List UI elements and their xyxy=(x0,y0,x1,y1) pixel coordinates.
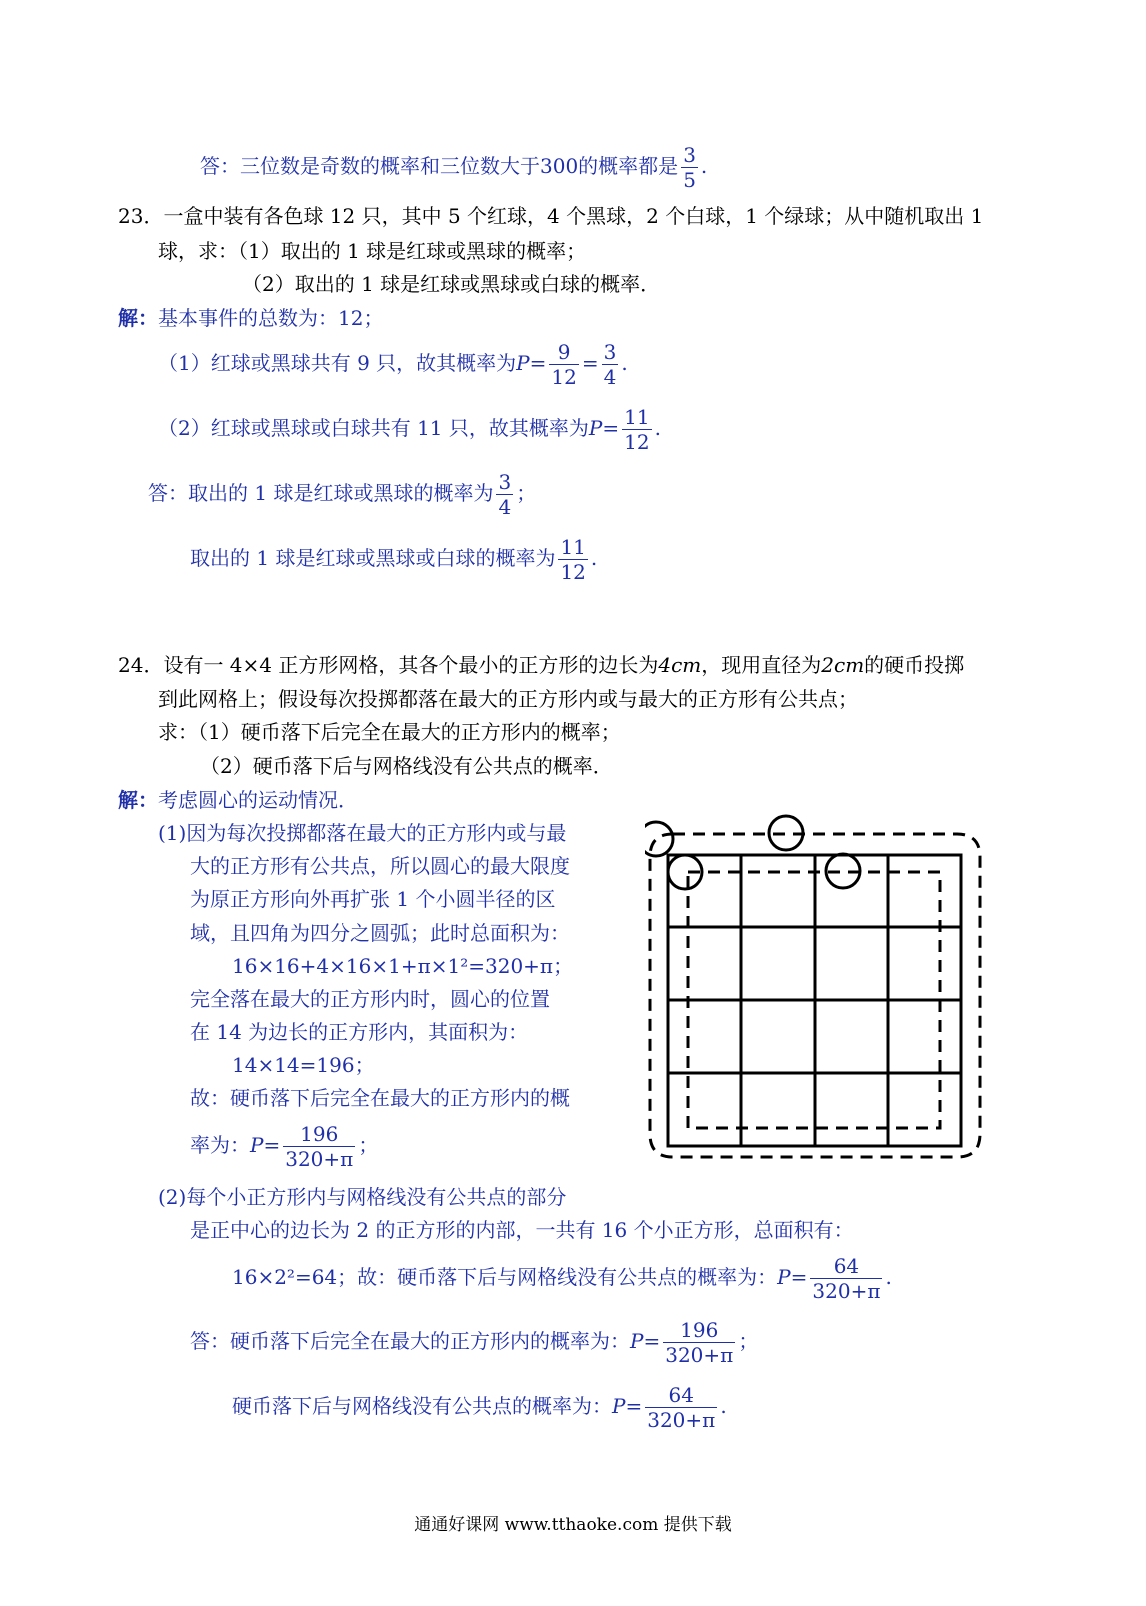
grid-figure xyxy=(645,812,990,1172)
q24-p2-line1: (2)每个小正方形内与网格线没有公共点的部分 xyxy=(158,1185,567,1209)
q23-answer-2: 取出的 1 球是红球或黑球或白球的概率为 $\frac{11}{12}$ . xyxy=(190,535,598,584)
fraction: $\frac{3}{4}$ xyxy=(603,340,617,389)
fraction: $\frac{196}{320+\pi}$ xyxy=(285,1122,354,1171)
q24-number: 24． xyxy=(118,653,164,677)
prev-answer-text: 答：三位数是奇数的概率和三位数大于300的概率都是 xyxy=(200,154,679,178)
fraction: $\frac{9}{12}$ xyxy=(551,340,577,389)
coin-circle xyxy=(645,822,673,856)
fraction: $\frac{11}{12}$ xyxy=(624,405,650,454)
q23-line3: （2）取出的 1 球是红球或黑球或白球的概率． xyxy=(242,272,661,296)
q24-p2-line2: 是正中心的边长为 2 的正方形的内部，一共有 16 个小正方形，总面积有： xyxy=(190,1218,854,1242)
coin-circles xyxy=(645,816,860,889)
fraction: $\frac{3}{4}$ xyxy=(498,470,512,519)
q24-answer-2: 硬币落下后与网格线没有公共点的概率为：P= $\frac{64}{320+\pi}$ . xyxy=(232,1383,727,1432)
fraction: $\frac{196}{320+\pi}$ xyxy=(665,1318,734,1367)
q24-line3: 求：（1）硬币落下后完全在最大的正方形内的概率； xyxy=(158,720,621,744)
q24-line2: 到此网格上；假设每次投掷都落在最大的正方形内或与最大的正方形有公共点； xyxy=(158,687,858,711)
q24-p1-line7: 在 14 为边长的正方形内，其面积为： xyxy=(190,1020,529,1044)
q24-p1-line4: 域，且四角为四分之圆弧；此时总面积为： xyxy=(190,921,570,945)
footer: 通通好课网 www.tthaoke.com 提供下载 xyxy=(414,1515,732,1535)
q23-answer-1: 答：取出的 1 球是红球或黑球的概率为 $\frac{3}{4}$ ； xyxy=(148,470,537,519)
grid-lines xyxy=(668,855,961,1146)
q23-line2: 球，求：（1）取出的 1 球是红球或黑球的概率； xyxy=(158,239,587,263)
q24-p1-line6: 完全落在最大的正方形内时，圆心的位置 xyxy=(190,987,550,1011)
q24-p2-line3: 16×2²=64；故：硬币落下后与网格线没有公共点的概率为：P= $\frac{64}{320+\pi}$ . xyxy=(232,1254,892,1303)
q24-line4: （2）硬币落下后与网格线没有公共点的概率． xyxy=(200,754,613,778)
q24-p1-rate: 率为：P= $\frac{196}{320+\pi}$ ； xyxy=(190,1122,379,1171)
q24-solution-intro: 解：考虑圆心的运动情况． xyxy=(118,788,358,812)
q24-p1-line2: 大的正方形有公共点，所以圆心的最大限度 xyxy=(190,854,570,878)
fraction: $\frac{64}{320+\pi}$ xyxy=(647,1383,716,1432)
q24-p1-line1: (1)因为每次投掷都落在最大的正方形内或与最 xyxy=(158,821,567,845)
q23-solution-intro: 解：基本事件的总数为：12； xyxy=(118,306,384,330)
fraction: $\frac{11}{12}$ xyxy=(560,535,586,584)
q24-line1: 24．设有一 4×4 正方形网格，其各个最小的正方形的边长为4cm，现用直径为2cm的硬币投掷 xyxy=(118,653,965,677)
fraction: $\frac{3}{5}$ xyxy=(683,143,696,192)
solution-label: 解： xyxy=(118,788,158,812)
q23-solution-1: （1）红球或黑球共有 9 只，故其概率为P= $\frac{9}{12}$ = $\frac{3}{4}$ . xyxy=(158,340,628,389)
q23-solution-2: （2）红球或黑球或白球共有 11 只，故其概率为P= $\frac{11}{12}$ . xyxy=(158,405,661,454)
q24-p1-line9: 故：硬币落下后完全在最大的正方形内的概 xyxy=(190,1086,570,1110)
q24-answer-1: 答：硬币落下后完全在最大的正方形内的概率为：P= $\frac{196}{320+\pi}$ ； xyxy=(190,1318,759,1367)
prev-answer: 答：三位数是奇数的概率和三位数大于300的概率都是 $\frac{3}{5}$ . xyxy=(200,143,708,192)
q23-number: 23． xyxy=(118,204,164,228)
q23-line1: 23．一盒中装有各色球 12 只，其中 5 个红球，4 个黑球，2 个白球，1 个绿球；从中随机取出 1 xyxy=(118,204,984,228)
solution-label: 解： xyxy=(118,306,158,330)
q24-p1-line3: 为原正方形向外再扩张 1 个小圆半径的区 xyxy=(190,887,556,911)
fraction: $\frac{64}{320+\pi}$ xyxy=(812,1254,881,1303)
q24-p1-line5: 16×16+4×16×1+π×1²=320+π； xyxy=(232,954,574,978)
q24-p1-line8: 14×14=196； xyxy=(232,1053,375,1077)
